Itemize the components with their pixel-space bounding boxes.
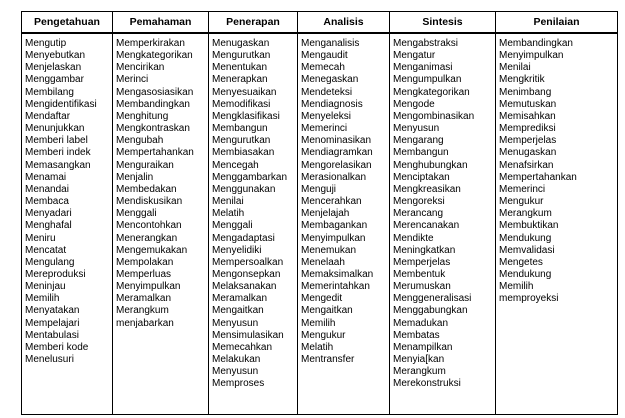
verb-item: Menggeneralisasi bbox=[393, 293, 472, 305]
verb-item: Menyusun bbox=[212, 366, 259, 378]
verb-item: Menominasikan bbox=[301, 135, 372, 147]
verb-item: Mengulang bbox=[25, 256, 75, 268]
verb-item: Mendukung bbox=[499, 232, 552, 244]
verb-item: Merangkum bbox=[393, 366, 446, 378]
verb-item: Membiasakan bbox=[212, 147, 275, 159]
verb-item: Mengumpulkan bbox=[393, 74, 462, 86]
verb-item: Mentabulasi bbox=[25, 329, 79, 341]
verb-item: Mengetes bbox=[499, 256, 543, 268]
verb-item: Membedakan bbox=[116, 183, 177, 195]
verb-item: Menampilkan bbox=[393, 341, 453, 353]
verb-item: Memecahkan bbox=[212, 341, 273, 353]
verb-item: Menafsirkan bbox=[499, 159, 554, 171]
verb-item: Memperluas bbox=[116, 268, 172, 280]
verb-item: Memaksimalkan bbox=[301, 268, 374, 280]
verb-item: Memprediksi bbox=[499, 123, 556, 135]
verb-item: Mencerahkan bbox=[301, 196, 362, 208]
verb-item: Membangun bbox=[393, 147, 449, 159]
verb-item: Mencirikan bbox=[116, 62, 165, 74]
verb-item: Menilai bbox=[212, 196, 244, 208]
verb-item: Memadukan bbox=[393, 317, 449, 329]
verb-item: Menghitung bbox=[116, 110, 169, 122]
verb-item: Menamai bbox=[25, 171, 67, 183]
verb-item: Menandai bbox=[25, 183, 69, 195]
verb-item: Mendiagnosis bbox=[301, 98, 363, 110]
verb-item: Mengkreasikan bbox=[393, 183, 461, 195]
verb-item: Menelaah bbox=[301, 256, 345, 268]
verb-item: Menganimasi bbox=[393, 62, 453, 74]
verb-item: Menghubungkan bbox=[393, 159, 468, 171]
verb-item: Menjalin bbox=[116, 171, 154, 183]
verb-item: Mendukung bbox=[499, 268, 552, 280]
verb-item: Meningkatkan bbox=[393, 244, 456, 256]
verb-item: Menentukan bbox=[212, 62, 268, 74]
verb-item: Mendikte bbox=[393, 232, 434, 244]
header-sintesis: Sintesis bbox=[390, 12, 496, 32]
verb-item: Mengkategorikan bbox=[393, 86, 470, 98]
verb-item: Merumuskan bbox=[393, 281, 451, 293]
verb-item: Menilai bbox=[499, 62, 531, 74]
verb-item: Mengemukakan bbox=[116, 244, 188, 256]
verb-item: Menyesuaikan bbox=[212, 86, 277, 98]
verb-table bbox=[21, 11, 618, 415]
header-penerapan: Penerapan bbox=[209, 12, 298, 32]
verb-item: Mengubah bbox=[116, 135, 164, 147]
verb-item: Memilih bbox=[301, 317, 336, 329]
verb-item: Mendiagramkan bbox=[301, 147, 373, 159]
verb-item: Meninjau bbox=[25, 281, 66, 293]
verb-item: Membandingkan bbox=[499, 38, 573, 49]
verb-item: Mengoreksi bbox=[393, 196, 445, 208]
verb-item: Menggambar bbox=[25, 74, 84, 86]
table-header-row bbox=[22, 12, 617, 34]
verb-item: Mengurutkan bbox=[212, 50, 271, 62]
verb-item: Membagankan bbox=[301, 220, 368, 232]
verb-item: Memisahkan bbox=[499, 110, 556, 122]
verb-item: Menyatakan bbox=[25, 305, 80, 317]
verb-item: Mensimulasikan bbox=[212, 329, 284, 341]
verb-item: Memodifikasi bbox=[212, 98, 271, 110]
verb-item: Mengaudit bbox=[301, 50, 348, 62]
verb-item: Memilih bbox=[25, 293, 60, 305]
verb-item: Meramalkan bbox=[116, 293, 172, 305]
verb-item: Mengukur bbox=[301, 329, 346, 341]
verb-item: Mencatat bbox=[25, 244, 67, 256]
verb-item: Memerintahkan bbox=[301, 281, 370, 293]
verb-item: Memperjelas bbox=[499, 135, 557, 147]
verb-item: Membandingkan bbox=[116, 98, 190, 110]
verb-item: Memberi label bbox=[25, 135, 88, 147]
verb-item: Menugaskan bbox=[499, 147, 557, 159]
verb-item: Mengkategorikan bbox=[116, 50, 193, 62]
header-penilaian: Penilaian bbox=[533, 16, 580, 28]
table-body-row bbox=[22, 34, 617, 414]
header-pemahaman: Pemahaman bbox=[113, 12, 209, 32]
verb-item: Menguraikan bbox=[116, 159, 174, 171]
verb-item: Mengorelasikan bbox=[301, 159, 372, 171]
column-analisis bbox=[298, 34, 390, 414]
verb-item: Menguji bbox=[301, 183, 337, 195]
verb-item: Mereproduksi bbox=[25, 268, 86, 280]
verb-item: Menyelidiki bbox=[212, 244, 262, 256]
verb-item: Menjelajah bbox=[301, 208, 350, 220]
verb-item: Membilang bbox=[25, 86, 74, 98]
verb-item: Memecah bbox=[301, 62, 345, 74]
verb-item: Menyimpulkan bbox=[499, 50, 564, 62]
verb-item: Mendaftar bbox=[25, 110, 71, 122]
verb-item: Melatih bbox=[301, 341, 334, 353]
verb-item: Membatas bbox=[393, 329, 440, 341]
verb-item: Mempertahankan bbox=[116, 147, 194, 159]
verb-item: Mengadaptasi bbox=[212, 232, 275, 244]
header-pengetahuan: Pengetahuan bbox=[22, 12, 113, 32]
header-analisis: Analisis bbox=[298, 12, 390, 32]
verb-item: Melatih bbox=[212, 208, 245, 220]
verb-item: Mengarang bbox=[393, 135, 444, 147]
verb-item: Menugaskan bbox=[212, 38, 270, 49]
verb-item: Menegaskan bbox=[301, 74, 359, 86]
verb-item: Mendiskusikan bbox=[116, 196, 183, 208]
verb-item: Menunjukkan bbox=[25, 123, 85, 135]
verb-item: Menggali bbox=[116, 208, 157, 220]
verb-item: Membaca bbox=[25, 196, 69, 208]
verb-item: Menelusuri bbox=[25, 354, 74, 366]
verb-item: Mengonsepkan bbox=[212, 268, 281, 280]
verb-item: Memerinci bbox=[301, 123, 348, 135]
verb-item: Menjelaskan bbox=[25, 62, 82, 74]
verb-item: Memproses bbox=[212, 378, 265, 390]
verb-item: Meramalkan bbox=[212, 293, 268, 305]
verb-item: Menyebutkan bbox=[25, 50, 86, 62]
verb-item: Menyimpulkan bbox=[116, 281, 181, 293]
verb-item: Memberi kode bbox=[25, 341, 89, 353]
verb-item: Mempelajari bbox=[25, 317, 80, 329]
column-penilaian bbox=[496, 34, 617, 414]
verb-item: Memasangkan bbox=[25, 159, 91, 171]
verb-item: Menggunakan bbox=[212, 183, 276, 195]
verb-item: Mengukur bbox=[499, 196, 544, 208]
verb-item: Menggambarkan bbox=[212, 171, 288, 183]
verb-item: Menyusun bbox=[212, 317, 259, 329]
verb-item: Memilih bbox=[499, 281, 534, 293]
verb-item: Mengidentifikasi bbox=[25, 98, 97, 110]
verb-item: Mencegah bbox=[212, 159, 259, 171]
column-penerapan bbox=[209, 34, 298, 414]
verb-item: Menyadari bbox=[25, 208, 72, 220]
verb-item: Menghafal bbox=[25, 220, 72, 232]
verb-item: Merancang bbox=[393, 208, 444, 220]
verb-item: Memutuskan bbox=[499, 98, 557, 110]
verb-item: Mengkontraskan bbox=[116, 123, 190, 135]
verb-item: Menggabungkan bbox=[393, 305, 468, 317]
verb-item: Memperkirakan bbox=[116, 38, 185, 49]
column-pengetahuan bbox=[22, 34, 113, 414]
verb-item: menjabarkan bbox=[116, 317, 174, 329]
verb-item: Memvalidasi bbox=[499, 244, 555, 256]
verb-item: Mengklasifikasi bbox=[212, 110, 280, 122]
verb-item: Merekonstruksi bbox=[393, 378, 461, 390]
verb-item: Membangun bbox=[212, 123, 268, 135]
verb-item: Menciptakan bbox=[393, 171, 450, 183]
verb-item: Mencontohkan bbox=[116, 220, 182, 232]
verb-item: Menyusun bbox=[393, 123, 440, 135]
verb-item: Merangkum bbox=[116, 305, 169, 317]
verb-item: Merencanakan bbox=[393, 220, 460, 232]
verb-item: Mengedit bbox=[301, 293, 343, 305]
verb-item: Menyimpulkan bbox=[301, 232, 366, 244]
verb-item: Menemukan bbox=[301, 244, 357, 256]
verb-item: Memerinci bbox=[499, 183, 546, 195]
verb-item: Menganalisis bbox=[301, 38, 360, 49]
verb-item: Mengaitkan bbox=[301, 305, 353, 317]
verb-item: Memberi indek bbox=[25, 147, 91, 159]
verb-item: Mengaitkan bbox=[212, 305, 264, 317]
verb-item: Menyeleksi bbox=[301, 110, 352, 122]
verb-item: Memperjelas bbox=[393, 256, 451, 268]
verb-item: Membuktikan bbox=[499, 220, 559, 232]
verb-item: Menerapkan bbox=[212, 74, 268, 86]
verb-item: Merangkum bbox=[499, 208, 552, 220]
verb-item: Mengatur bbox=[393, 50, 436, 62]
verb-item: Membentuk bbox=[393, 268, 446, 280]
verb-item: Melakukan bbox=[212, 354, 261, 366]
verb-item: Mengasosiasikan bbox=[116, 86, 194, 98]
verb-item: Mengkritik bbox=[499, 74, 545, 86]
verb-item: Mempolakan bbox=[116, 256, 174, 268]
verb-item: Mengurutkan bbox=[212, 135, 271, 147]
verb-item: Menimbang bbox=[499, 86, 552, 98]
verb-item: Mentransfer bbox=[301, 354, 355, 366]
verb-item: Menyia[kan bbox=[393, 354, 445, 366]
verb-item: Mempertahankan bbox=[499, 171, 577, 183]
verb-item: Mempersoalkan bbox=[212, 256, 284, 268]
verb-item: Menerangkan bbox=[116, 232, 178, 244]
verb-item: Mengutip bbox=[25, 38, 67, 49]
verb-item: Mengabstraksi bbox=[393, 38, 459, 49]
verb-item: Merasionalkan bbox=[301, 171, 367, 183]
verb-item: Mengombinasikan bbox=[393, 110, 475, 122]
verb-item: Mendeteksi bbox=[301, 86, 353, 98]
verb-item: Mengode bbox=[393, 98, 435, 110]
column-pemahaman bbox=[113, 34, 209, 414]
verb-item: Melaksanakan bbox=[212, 281, 277, 293]
verb-item: Meniru bbox=[25, 232, 56, 244]
verb-item: memproyeksi bbox=[499, 293, 559, 305]
verb-item: Merinci bbox=[116, 74, 149, 86]
verb-item: Menggali bbox=[212, 220, 253, 232]
column-sintesis bbox=[390, 34, 496, 414]
